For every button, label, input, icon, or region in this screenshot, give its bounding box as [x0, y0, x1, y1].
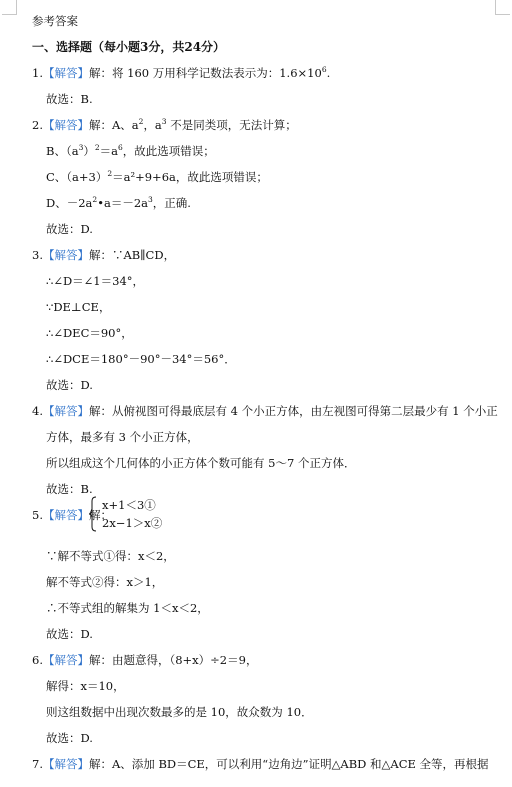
inequality-system — [88, 496, 178, 534]
answer-tag: 【解答】 — [42, 653, 89, 667]
inequality-1: x+1＜3① — [102, 498, 156, 512]
question-3-step: ∴∠DCE＝180°－90°－34°＝56°． — [46, 352, 236, 366]
question-6-line: 6.【解答】解：由题意得，（8+x）÷2＝9， — [32, 653, 258, 667]
question-number: 6. — [32, 653, 43, 667]
question-number: 4. — [32, 404, 43, 418]
answer-tag: 【解答】 — [42, 248, 89, 262]
page-title: 参考答案 — [32, 14, 78, 28]
left-brace-icon — [88, 496, 98, 532]
question-3-step: ∴∠DEC＝90°， — [46, 326, 133, 340]
question-5-line: 5.【解答】解： — [32, 508, 112, 522]
section-heading: 一、选择题（每小题3分，共24分） — [32, 40, 226, 54]
question-number: 2. — [32, 118, 43, 132]
question-3-answer: 故选：D. — [46, 378, 93, 392]
answer-tag: 【解答】 — [42, 118, 89, 132]
question-3-step: ∵DE⊥CE， — [46, 300, 111, 314]
question-6-step: 解得：x＝10， — [46, 679, 125, 693]
question-number: 3. — [32, 248, 43, 262]
question-2-line: 2.【解答】解：A、$a^2$，$a^3$ 不是同类项，无法计算； — [32, 117, 297, 132]
question-2-answer: 故选：D. — [46, 222, 93, 236]
answer-tag: 【解答】 — [42, 404, 89, 418]
question-5-step: ∴不等式组的解集为 1＜x＜2， — [46, 601, 209, 615]
question-3-step: ∴∠D＝∠1＝34°， — [46, 274, 145, 288]
question-1-line: 1.【解答】解：将 160 万用科学记数法表示为：$1.6\times 10^6$. — [32, 65, 331, 80]
answer-tag: 【解答】 — [42, 66, 89, 80]
page-corner-mark-left — [2, 0, 17, 15]
question-number: 5. — [32, 508, 43, 522]
question-1-answer: 故选：B. — [46, 92, 93, 106]
question-4-line: 4.【解答】解：从俯视图可得最底层有 4 个小正方体，由左视图可得第二层最少有 1 个小正 — [32, 404, 498, 418]
question-2-option-b: B、$(a^3)^2=a^6$，故此选项错误； — [46, 143, 215, 158]
inequality-2: 2x−1＞x② — [102, 516, 163, 530]
question-4-step: 所以组成这个几何体的小正方体个数可能有 5～7 个正方体． — [46, 456, 356, 470]
question-2-option-c: C、$(a+3)^2=a^2+9+6a$，故此选项错误； — [46, 169, 268, 184]
question-7-line: 7.【解答】解：A、添加 BD＝CE，可以利用“边角边”证明△ABD 和△ACE 全等，再根据 — [32, 757, 489, 771]
question-6-step: 则这组数据中出现次数最多的是 10，故众数为 10． — [46, 705, 313, 719]
question-number: 1. — [32, 66, 43, 80]
question-5-answer: 故选：D. — [46, 627, 93, 641]
page-corner-mark-right — [495, 0, 510, 15]
question-4-step: 方体，最多有 3 个小正方体， — [46, 430, 199, 444]
question-5-step: ∵解不等式①得：x＜2， — [46, 549, 175, 563]
question-2-option-d: D、$-2a^2•a=-2a^3$，正确. — [46, 195, 191, 210]
question-6-answer: 故选：D. — [46, 731, 93, 745]
question-number: 7. — [32, 757, 43, 771]
answer-tag: 【解答】 — [42, 508, 89, 522]
question-5-step: 解不等式②得：x＞1， — [46, 575, 164, 589]
question-4-answer: 故选：B. — [46, 482, 93, 496]
question-3-line: 3.【解答】解：∵AB∥CD， — [32, 248, 176, 262]
answer-tag: 【解答】 — [42, 757, 89, 771]
